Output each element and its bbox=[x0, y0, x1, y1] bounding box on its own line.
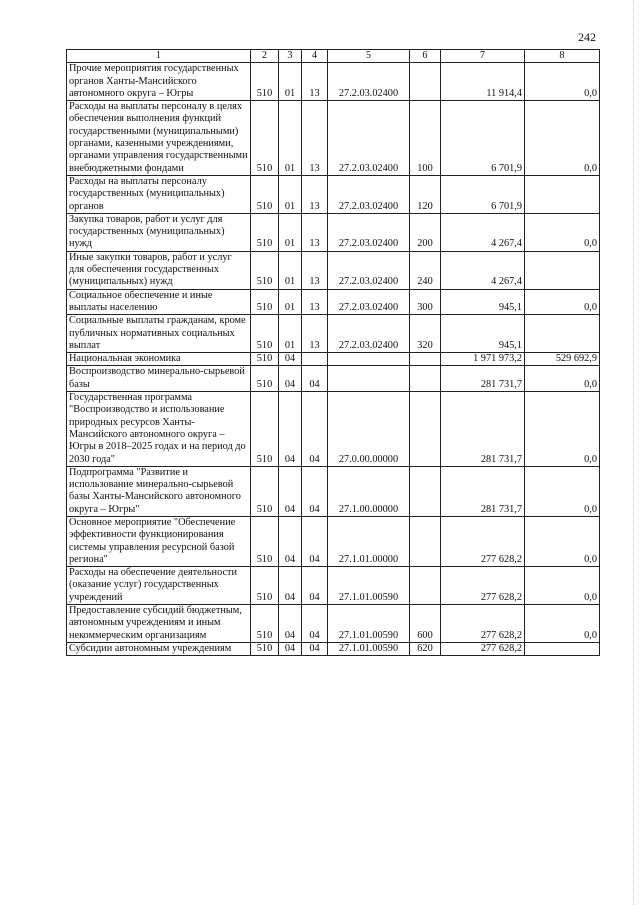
subsection-code: 04 bbox=[302, 605, 328, 643]
amount-year-1: 277 628,2 bbox=[441, 567, 525, 605]
admin-code: 510 bbox=[251, 366, 279, 392]
table-body bbox=[67, 63, 600, 656]
table-row bbox=[67, 516, 600, 566]
amount-year-2 bbox=[525, 175, 600, 213]
subsection-code: 04 bbox=[302, 366, 328, 392]
table-row bbox=[67, 315, 600, 353]
amount-year-1: 281 731,7 bbox=[441, 366, 525, 392]
column-header: 8 bbox=[525, 50, 600, 63]
target-item-code: 27.2.03.02400 bbox=[328, 315, 410, 353]
target-item-code: 27.1.00.00000 bbox=[328, 466, 410, 516]
row-description: Расходы на выплаты персоналу в целях обеспечения выполнения функций государственными (муниципальными) органами, казенными учреждениями, органами управления государственными внебюджетными фондами bbox=[67, 101, 251, 176]
subsection-code: 04 bbox=[302, 516, 328, 566]
amount-year-2 bbox=[525, 251, 600, 289]
amount-year-1: 281 731,7 bbox=[441, 466, 525, 516]
amount-year-2: 0,0 bbox=[525, 289, 600, 315]
admin-code: 510 bbox=[251, 516, 279, 566]
row-description: Социальные выплаты гражданам, кроме публичных нормативных социальных выплат bbox=[67, 315, 251, 353]
amount-year-1: 281 731,7 bbox=[441, 392, 525, 467]
row-description: Субсидии автономным учреждениям bbox=[67, 642, 251, 655]
target-item-code: 27.1.01.00590 bbox=[328, 642, 410, 655]
table-row bbox=[67, 567, 600, 605]
admin-code: 510 bbox=[251, 567, 279, 605]
row-description: Иные закупки товаров, работ и услуг для обеспечения государственных (муниципальных) нужд bbox=[67, 251, 251, 289]
amount-year-2: 0,0 bbox=[525, 466, 600, 516]
column-header: 4 bbox=[302, 50, 328, 63]
target-item-code: 27.2.03.02400 bbox=[328, 101, 410, 176]
column-header: 5 bbox=[328, 50, 410, 63]
amount-year-1: 4 267,4 bbox=[441, 213, 525, 251]
amount-year-2: 0,0 bbox=[525, 213, 600, 251]
section-code: 04 bbox=[279, 366, 302, 392]
page-number: 242 bbox=[578, 30, 596, 44]
column-header: 3 bbox=[279, 50, 302, 63]
row-description: Расходы на выплаты персоналу государственных (муниципальных) органов bbox=[67, 175, 251, 213]
amount-year-1: 277 628,2 bbox=[441, 642, 525, 655]
section-code: 04 bbox=[279, 642, 302, 655]
table-row bbox=[67, 213, 600, 251]
amount-year-2: 0,0 bbox=[525, 366, 600, 392]
amount-year-1: 11 914,4 bbox=[441, 63, 525, 101]
subsection-code bbox=[302, 353, 328, 366]
table-row bbox=[67, 63, 600, 101]
column-header: 6 bbox=[410, 50, 441, 63]
subsection-code: 13 bbox=[302, 289, 328, 315]
section-code: 01 bbox=[279, 101, 302, 176]
expense-type-code: 320 bbox=[410, 315, 441, 353]
amount-year-1: 277 628,2 bbox=[441, 516, 525, 566]
amount-year-1: 4 267,4 bbox=[441, 251, 525, 289]
amount-year-1: 6 701,9 bbox=[441, 101, 525, 176]
amount-year-2: 0,0 bbox=[525, 101, 600, 176]
admin-code: 510 bbox=[251, 175, 279, 213]
target-item-code: 27.0.00.00000 bbox=[328, 392, 410, 467]
target-item-code: 27.2.03.02400 bbox=[328, 175, 410, 213]
amount-year-1: 6 701,9 bbox=[441, 175, 525, 213]
amount-year-1: 277 628,2 bbox=[441, 605, 525, 643]
target-item-code: 27.1.01.00000 bbox=[328, 516, 410, 566]
subsection-code: 13 bbox=[302, 251, 328, 289]
admin-code: 510 bbox=[251, 315, 279, 353]
target-item-code: 27.2.03.02400 bbox=[328, 251, 410, 289]
admin-code: 510 bbox=[251, 466, 279, 516]
row-description: Предоставление субсидий бюджетным, автономным учреждениям и иным некоммерческим организациям bbox=[67, 605, 251, 643]
table-row bbox=[67, 101, 600, 176]
target-item-code: 27.2.03.02400 bbox=[328, 289, 410, 315]
subsection-code: 04 bbox=[302, 466, 328, 516]
admin-code: 510 bbox=[251, 63, 279, 101]
amount-year-2: 0,0 bbox=[525, 63, 600, 101]
amount-year-2: 0,0 bbox=[525, 516, 600, 566]
expense-type-code bbox=[410, 353, 441, 366]
subsection-code: 13 bbox=[302, 213, 328, 251]
table-row bbox=[67, 605, 600, 643]
amount-year-1: 945,1 bbox=[441, 315, 525, 353]
section-code: 01 bbox=[279, 213, 302, 251]
expense-type-code: 200 bbox=[410, 213, 441, 251]
admin-code: 510 bbox=[251, 101, 279, 176]
expense-type-code bbox=[410, 392, 441, 467]
row-description: Закупка товаров, работ и услуг для государственных (муниципальных) нужд bbox=[67, 213, 251, 251]
admin-code: 510 bbox=[251, 289, 279, 315]
scan-edge-marks bbox=[631, 0, 634, 905]
table-row bbox=[67, 175, 600, 213]
row-description: Подпрограмма "Развитие и использование минерально-сырьевой базы Ханты-Мансийского автономного округа – Югры" bbox=[67, 466, 251, 516]
row-description: Социальное обеспечение и иные выплаты населению bbox=[67, 289, 251, 315]
section-code: 04 bbox=[279, 392, 302, 467]
amount-year-2 bbox=[525, 315, 600, 353]
row-description: Национальная экономика bbox=[67, 353, 251, 366]
expense-type-code: 120 bbox=[410, 175, 441, 213]
column-number-row bbox=[67, 50, 600, 63]
table-row bbox=[67, 466, 600, 516]
section-code: 04 bbox=[279, 466, 302, 516]
admin-code: 510 bbox=[251, 251, 279, 289]
row-description: Основное мероприятие "Обеспечение эффективности функционирования системы управления ресурсной базой региона" bbox=[67, 516, 251, 566]
subsection-code: 04 bbox=[302, 642, 328, 655]
table-row bbox=[67, 642, 600, 655]
section-code: 04 bbox=[279, 353, 302, 366]
section-code: 01 bbox=[279, 251, 302, 289]
amount-year-2 bbox=[525, 642, 600, 655]
amount-year-1: 945,1 bbox=[441, 289, 525, 315]
expense-type-code bbox=[410, 516, 441, 566]
admin-code: 510 bbox=[251, 605, 279, 643]
column-header: 7 bbox=[441, 50, 525, 63]
subsection-code: 13 bbox=[302, 63, 328, 101]
subsection-code: 13 bbox=[302, 315, 328, 353]
target-item-code bbox=[328, 366, 410, 392]
section-code: 01 bbox=[279, 289, 302, 315]
expense-type-code: 240 bbox=[410, 251, 441, 289]
amount-year-2: 529 692,9 bbox=[525, 353, 600, 366]
admin-code: 510 bbox=[251, 642, 279, 655]
expense-type-code: 100 bbox=[410, 101, 441, 176]
section-code: 01 bbox=[279, 315, 302, 353]
amount-year-2: 0,0 bbox=[525, 567, 600, 605]
section-code: 01 bbox=[279, 63, 302, 101]
table-row bbox=[67, 353, 600, 366]
target-item-code: 27.1.01.00590 bbox=[328, 567, 410, 605]
subsection-code: 04 bbox=[302, 567, 328, 605]
section-code: 04 bbox=[279, 516, 302, 566]
row-description: Государственная программа "Воспроизводство и использование природных ресурсов Ханты-Мансийского автономного округа – Югры в 2018–2025 годах и на период до 2030 года" bbox=[67, 392, 251, 467]
table-row bbox=[67, 289, 600, 315]
budget-table bbox=[66, 49, 600, 656]
amount-year-2: 0,0 bbox=[525, 605, 600, 643]
admin-code: 510 bbox=[251, 392, 279, 467]
table-row bbox=[67, 366, 600, 392]
section-code: 04 bbox=[279, 605, 302, 643]
amount-year-1: 1 971 973,2 bbox=[441, 353, 525, 366]
target-item-code: 27.2.03.02400 bbox=[328, 213, 410, 251]
subsection-code: 13 bbox=[302, 101, 328, 176]
table-row bbox=[67, 392, 600, 467]
subsection-code: 04 bbox=[302, 392, 328, 467]
row-description: Прочие мероприятия государственных органов Ханты-Мансийского автономного округа – Югры bbox=[67, 63, 251, 101]
expense-type-code bbox=[410, 466, 441, 516]
column-header: 2 bbox=[251, 50, 279, 63]
expense-type-code bbox=[410, 63, 441, 101]
expense-type-code bbox=[410, 366, 441, 392]
row-description: Расходы на обеспечение деятельности (оказание услуг) государственных учреждений bbox=[67, 567, 251, 605]
admin-code: 510 bbox=[251, 353, 279, 366]
expense-type-code: 620 bbox=[410, 642, 441, 655]
admin-code: 510 bbox=[251, 213, 279, 251]
column-header: 1 bbox=[67, 50, 251, 63]
expense-type-code bbox=[410, 567, 441, 605]
section-code: 04 bbox=[279, 567, 302, 605]
row-description: Воспроизводство минерально-сырьевой базы bbox=[67, 366, 251, 392]
amount-year-2: 0,0 bbox=[525, 392, 600, 467]
target-item-code bbox=[328, 353, 410, 366]
expense-type-code: 300 bbox=[410, 289, 441, 315]
target-item-code: 27.2.03.02400 bbox=[328, 63, 410, 101]
section-code: 01 bbox=[279, 175, 302, 213]
target-item-code: 27.1.01.00590 bbox=[328, 605, 410, 643]
subsection-code: 13 bbox=[302, 175, 328, 213]
expense-type-code: 600 bbox=[410, 605, 441, 643]
table-row bbox=[67, 251, 600, 289]
